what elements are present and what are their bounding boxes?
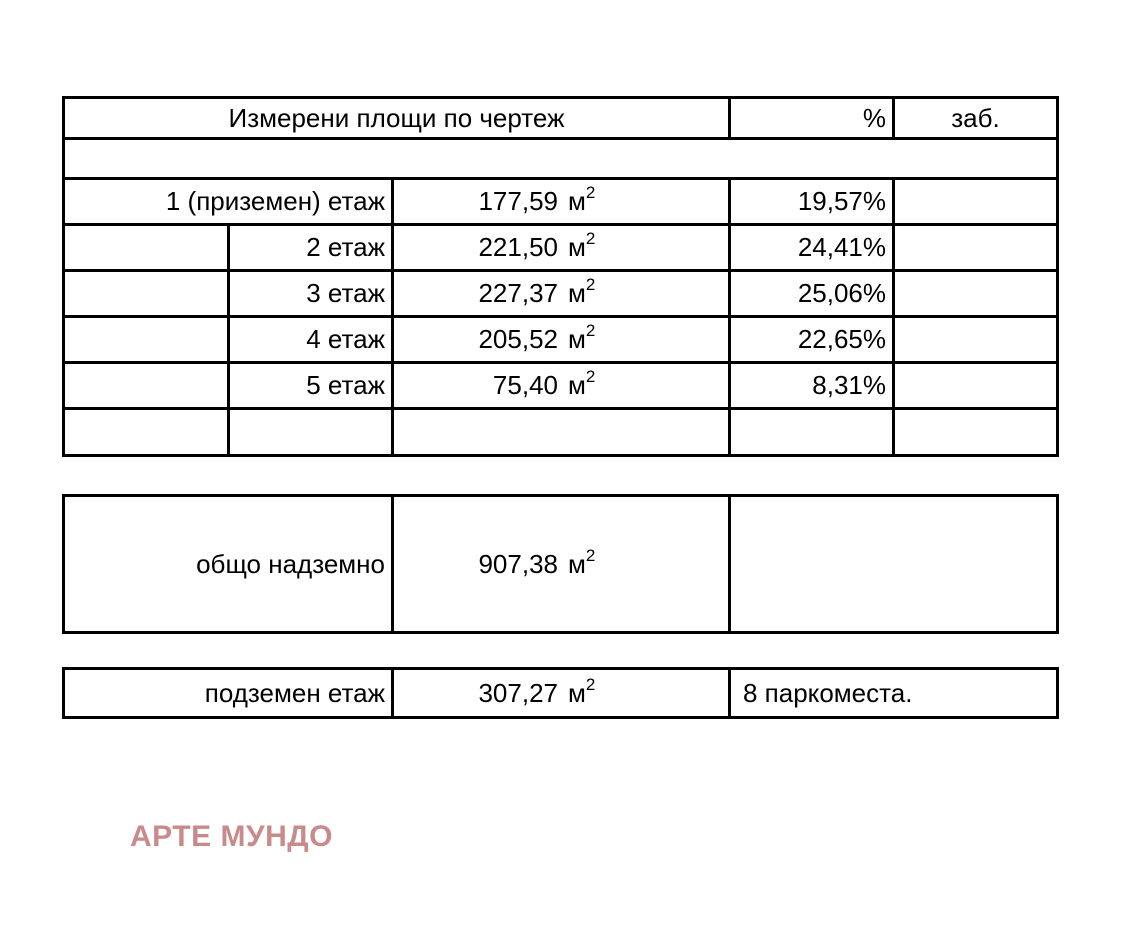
- area-value: 227,37: [478, 278, 558, 308]
- table-row: [64, 363, 1058, 409]
- floor-note: [894, 363, 1058, 409]
- empty-cell: [64, 139, 1058, 179]
- area-unit: $м^2$: [568, 367, 596, 400]
- area-unit: $м^2$: [568, 545, 596, 579]
- table-title: Измерени площи по чертеж: [64, 98, 730, 139]
- area-value: 221,50: [478, 232, 558, 262]
- total-note: [730, 496, 1058, 633]
- areas-table: [62, 96, 1059, 457]
- area-unit: $м^2$: [568, 321, 596, 354]
- empty-cell: [229, 409, 393, 456]
- area-value: 307,27: [478, 677, 558, 708]
- table-row: [64, 225, 1058, 271]
- empty-cell: [64, 317, 229, 363]
- floor-label: 1 (приземен) етаж: [64, 179, 393, 225]
- empty-cell: [64, 363, 229, 409]
- floor-percent: 22,65%: [730, 317, 894, 363]
- empty-cell: [894, 409, 1058, 456]
- floor-label: 2 етаж: [229, 225, 393, 271]
- empty-cell: [64, 271, 229, 317]
- floor-note: [894, 317, 1058, 363]
- floor-label: 3 етаж: [229, 271, 393, 317]
- header-row: [64, 98, 1058, 139]
- total-area: [393, 496, 730, 633]
- area-value: 205,52: [478, 324, 558, 354]
- total-table: [62, 494, 1059, 634]
- table-row: [64, 271, 1058, 317]
- empty-cell: [64, 409, 229, 456]
- total-row: [64, 496, 1058, 633]
- floor-percent: 8,31%: [730, 363, 894, 409]
- area-unit: $м^2$: [568, 183, 596, 216]
- percent-header: %: [730, 98, 894, 139]
- floor-label: 5 етаж: [229, 363, 393, 409]
- firm-name: АРТЕ МУНДО: [130, 820, 333, 853]
- floor-area: [393, 271, 730, 317]
- underground-table: [62, 667, 1059, 719]
- floor-percent: 19,57%: [730, 179, 894, 225]
- floor-percent: 25,06%: [730, 271, 894, 317]
- empty-cell: [64, 225, 229, 271]
- empty-row: [64, 139, 1058, 179]
- empty-row: [64, 409, 1058, 456]
- empty-cell: [393, 409, 730, 456]
- area-unit: $м^2$: [568, 275, 596, 308]
- floor-area: [393, 179, 730, 225]
- table-row: [64, 317, 1058, 363]
- floor-note: [894, 179, 1058, 225]
- note-header: заб.: [894, 98, 1058, 139]
- floor-note: [894, 225, 1058, 271]
- area-value: 907,38: [478, 548, 558, 579]
- floor-area: [393, 363, 730, 409]
- total-label: общо надземно: [64, 496, 393, 633]
- underground-area: [393, 669, 730, 718]
- floor-area: [393, 225, 730, 271]
- underground-note: 8 паркоместа.: [730, 669, 1058, 718]
- underground-label: подземен етаж: [64, 669, 393, 718]
- floor-percent: 24,41%: [730, 225, 894, 271]
- floor-label: 4 етаж: [229, 317, 393, 363]
- floor-note: [894, 271, 1058, 317]
- empty-cell: [730, 409, 894, 456]
- table-row: [64, 179, 1058, 225]
- area-unit: $м^2$: [568, 674, 596, 708]
- floor-area: [393, 317, 730, 363]
- underground-row: [64, 669, 1058, 718]
- area-value: 75,40: [492, 370, 558, 400]
- area-unit: $м^2$: [568, 229, 596, 262]
- area-value: 177,59: [478, 186, 558, 216]
